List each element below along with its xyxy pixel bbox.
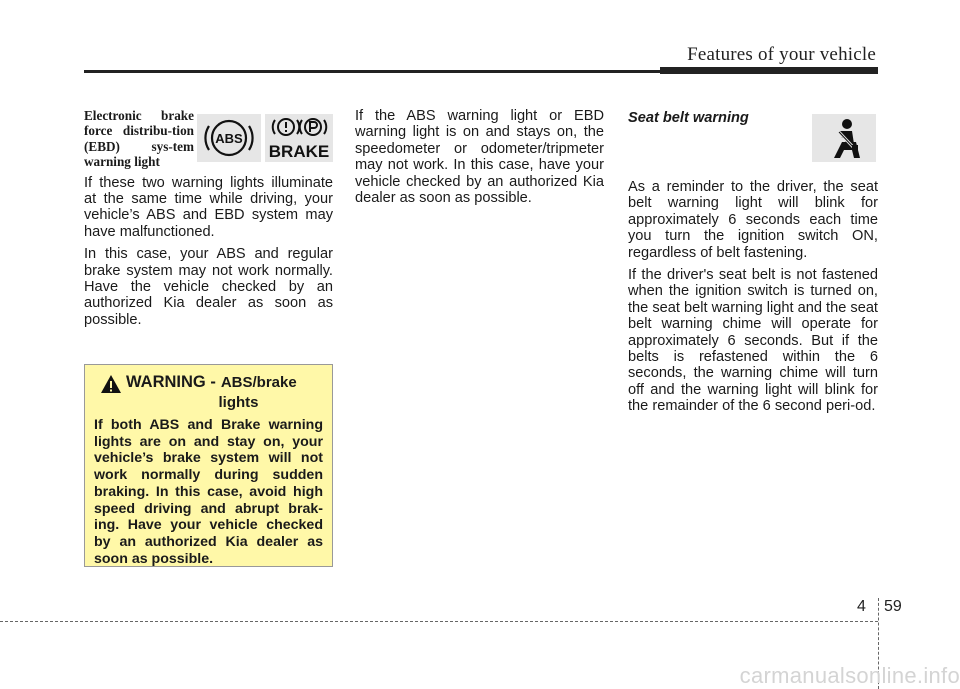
ebd-warning-title: Electronic brake force distribu-tion (EBD) sys-tem warning light <box>84 108 194 170</box>
column-middle <box>355 108 604 212</box>
abs-icon-text: ABS <box>215 131 243 146</box>
header-rule-thick <box>660 67 878 74</box>
page-number: 59 <box>884 598 902 615</box>
watermark-text: carmanualsonline.info <box>739 663 960 688</box>
warning-label: WARNING - <box>126 373 216 391</box>
seat-belt-paragraph-1: As a reminder to the driver, the seat belt warning light will blink for approximately 6 seconds each time you turn the ignition switch ON, regardless of belt fastening. <box>628 179 878 261</box>
ebd-paragraph-1: If these two warning lights illuminate at the same time while driving, your vehicle’s ABS and EBD system may have malfunctioned. <box>84 174 333 240</box>
chapter-number: 4 <box>857 598 866 615</box>
seat-belt-warning-title: Seat belt warning <box>628 110 749 126</box>
footer-dashed-rule <box>0 621 878 622</box>
seat-belt-paragraph-2: If the driver's seat belt is not fastened when the ignition switch is turned on, the seat belt warning light and the seat belt warning chime will operate for approximately 6 seconds. But if the belts is refastened within the 6 seconds, the warning chime will turn off and the warning light will blink for the remainder of the 6 second peri-od. <box>628 267 878 415</box>
brake-warning-icon <box>265 114 333 162</box>
abs-ebd-paragraph: If the ABS warning light or EBD warning light is on and stays on, the speedometer or odometer/tripmeter may not work. In this case, have your vehicle checked by an authorized Kia dealer as soon as possible. <box>355 108 604 207</box>
header-rule <box>84 70 663 73</box>
abs-warning-icon <box>197 114 261 162</box>
warning-body: If both ABS and Brake warning lights are on and stay on, your vehicle’s brake system will not work normally during sudden braking. In this case, avoid high speed driving and abrupt brak-ing. Have your vehicle checked by an authorized Kia dealer as soon as possible. <box>94 417 323 567</box>
seat-belt-warning-icon <box>812 114 876 162</box>
warning-subject: ABS/brake <box>220 374 297 391</box>
warning-box <box>84 364 333 567</box>
warning-heading <box>100 373 323 394</box>
page-header-title: Features of your vehicle <box>687 44 876 65</box>
ebd-paragraph-2: In this case, your ABS and regular brake system may not work normally. Have the vehicle checked by an authorized Kia dealer as soon as possible. <box>84 246 333 328</box>
brake-icon-text: BRAKE <box>268 142 330 161</box>
warning-subject-line2: lights <box>218 394 259 411</box>
warning-triangle-icon <box>100 374 122 394</box>
